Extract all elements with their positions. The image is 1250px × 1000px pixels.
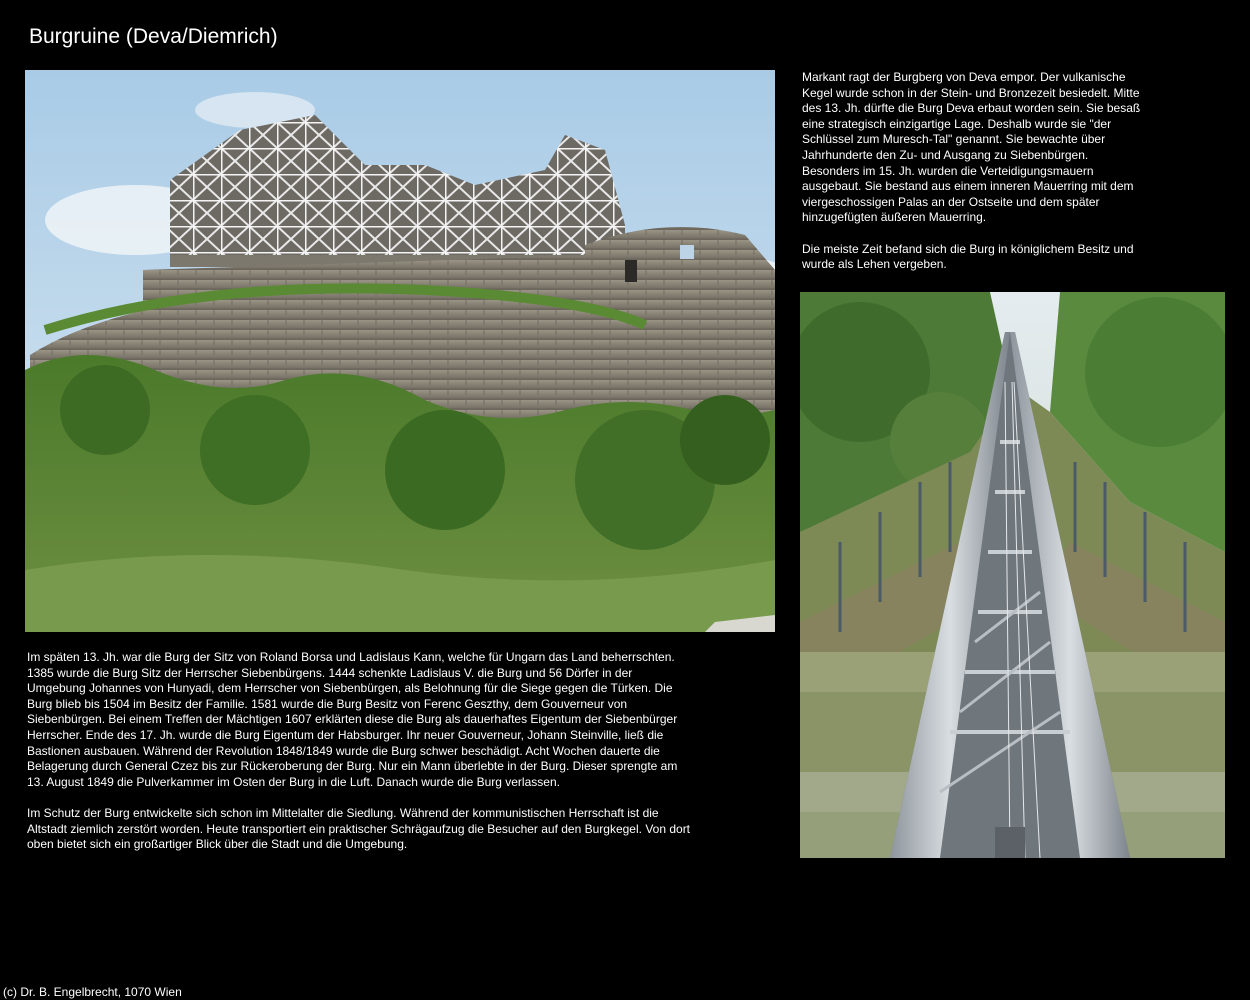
history-text xyxy=(27,650,692,853)
page-title: Burgruine (Deva/Diemrich) xyxy=(29,25,278,48)
history-paragraph-2: Im Schutz der Burg entwickelte sich schon im Mittelalter die Siedlung. Während der kommunistischen Herrschaft ist die Altstadt ziemlich zerstört worden. Heute transportiert ein praktischer Schrägaufzug die Besucher auf den Burgkegel. Von dort oben bietet sich ein großartiger Blick über die Stadt und die Umgebung. xyxy=(27,805,691,852)
copyright-notice: (c) Dr. B. Engelbrecht, 1070 Wien xyxy=(3,985,182,999)
intro-text xyxy=(802,70,1142,273)
intro-paragraph-1: Markant ragt der Burgberg von Deva empor. Der vulkanische Kegel wurde schon in der Stein- und Bronzezeit besiedelt. Mitte des 13. Jh. dürfte die Burg Deva erbaut worden sein. Sie besaß eine strategisch einzigartige Lage. Deshalb wurde sie "der Schlüssel zum Muresch-Tal" genannt. Sie bewachte über Jahrhunderte den Zu- und Ausgang zu Siebenbürgen. Besonders im 15. Jh. wurden die Verteidigungsmauern ausgebaut. Sie bestand aus einem inneren Mauerring mit dem viergeschossigen Palas an der Ostseite und dem später hinzugefügten äußeren Mauerring. xyxy=(802,70,1141,225)
inclined-lift-photo xyxy=(800,292,1225,858)
intro-paragraph-2: Die meiste Zeit befand sich die Burg in königlichem Besitz und wurde als Lehen vergeben. xyxy=(802,241,1134,272)
history-paragraph-1: Im späten 13. Jh. war die Burg der Sitz von Roland Borsa und Ladislaus Kann, welche für Ungarn das Land beherrschten. 1385 wurde die Burg Sitz der Herrscher Siebenbürgens. 1444 schenkte Ladislaus V. die Burg und 56 Dörfer in der Umgebung Johannes von Hunyadi, dem Herrscher von Siebenbürgen, als Belohnung für die Siege gegen die Türken. Die Burg blieb bis 1504 im Besitz der Familie. 1581 wurde die Burg Besitz von Ferenc Geszthy, dem Gouverneur von Siebenbürgen. Bei einem Treffen der Mächtigen 1607 erklärten diese die Burg als dauerhaftes Eigentum der Siebenbürger Herrscher. Ende des 17. Jh. wurde die Burg Eigentum der Habsburger. Ihr neuer Gouverneur, Johann Steinville, ließ die Bastionen ausbauen. Während der Revolution 1848/1849 wurde die Burg schwer beschädigt. Acht Wochen dauerte die Belagerung durch General Czez bis zur Rückeroberung der Burg. Nur ein Mann überlebte in der Burg. Dieser sprengte am 13. August 1849 die Pulverkammer im Osten der Burg in die Luft. Danach wurde die Burg verlassen. xyxy=(27,650,678,789)
castle-ruin-photo xyxy=(25,70,775,632)
